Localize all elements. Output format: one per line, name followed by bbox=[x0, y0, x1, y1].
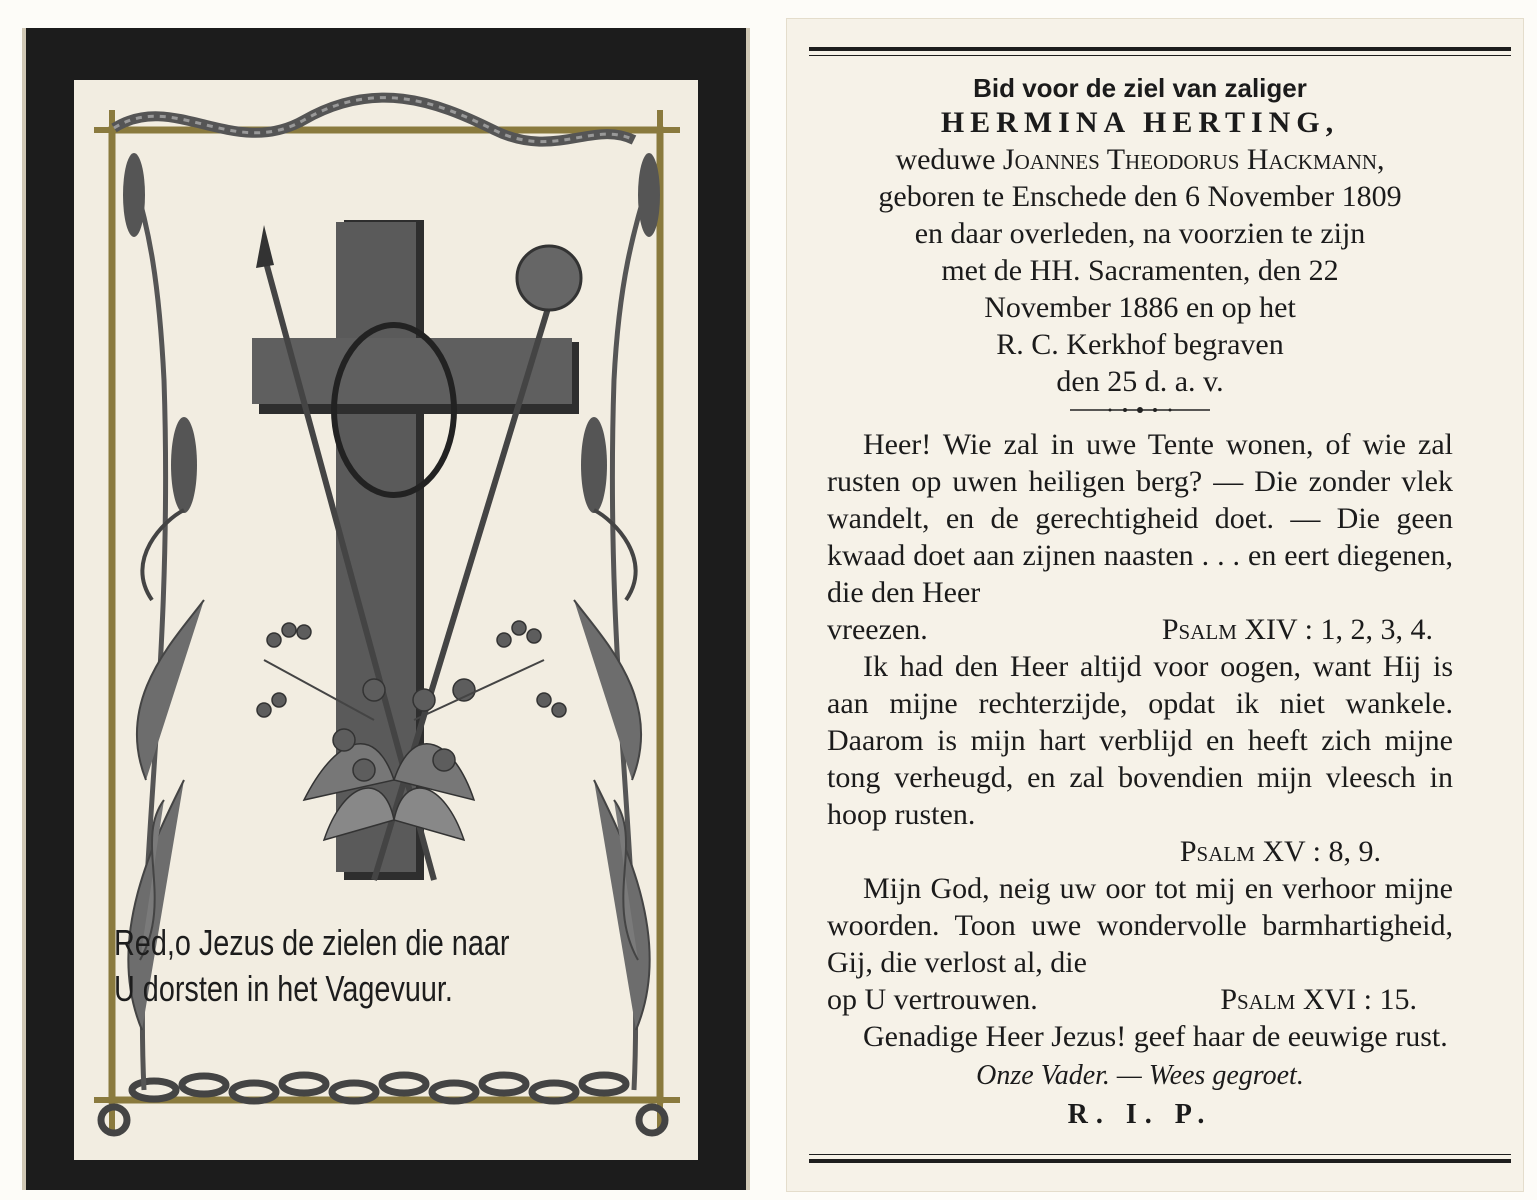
verse-3-last: op U vertrouwen. bbox=[827, 983, 1038, 1016]
verse-2 bbox=[827, 648, 1453, 833]
verse-4-text: Genadige Heer Jezus! geef haar de eeuwige rust. bbox=[863, 1020, 1448, 1053]
verse-3-ending bbox=[827, 981, 1453, 1018]
psalm-reference: Psalm XVI : 15. bbox=[1220, 983, 1417, 1016]
front-card bbox=[22, 28, 750, 1190]
psalm-reference: Psalm XIV : 1, 2, 3, 4. bbox=[1161, 613, 1433, 646]
husband-name: Joannes Theodorus Hackmann, bbox=[1002, 143, 1385, 176]
top-rule bbox=[809, 47, 1511, 51]
bio-line: met de HH. Sacramenten, den 22 bbox=[941, 254, 1339, 287]
bio-line: en daar overleden, na voorzien te zijn bbox=[914, 217, 1366, 250]
verse-1-last: vreezen. bbox=[827, 613, 928, 646]
ornament-divider bbox=[1070, 404, 1210, 416]
verse-3-text: Mijn God, neig uw oor tot mij en verhoor mijne woorden. Toon uwe wondervolle barmhartigheid, Gij, die verlost al, die bbox=[827, 872, 1453, 979]
widow-line bbox=[827, 141, 1453, 178]
header-line: Bid voor de ziel van zaliger bbox=[973, 73, 1307, 103]
bio-line: den 25 d. a. v. bbox=[1056, 365, 1224, 398]
bio-line: R. C. Kerkhof begraven bbox=[996, 328, 1284, 361]
verse-1-ending bbox=[827, 611, 1453, 648]
closing-prayers: Onze Vader. — Wees gegroet. bbox=[976, 1060, 1304, 1091]
verse-3 bbox=[827, 870, 1453, 981]
memorial-text bbox=[827, 71, 1453, 1135]
prayer-text bbox=[114, 920, 562, 1012]
rope-top bbox=[114, 98, 634, 142]
prayer-line: U dorsten in het Vagevuur. bbox=[114, 968, 453, 1009]
prayer-line: Red,o Jezus de zielen die naar bbox=[114, 922, 510, 963]
sponge bbox=[517, 246, 581, 310]
chain-bottom bbox=[101, 1075, 665, 1133]
verse-1 bbox=[827, 426, 1453, 611]
bottom-rule bbox=[809, 1159, 1511, 1163]
verse-4 bbox=[827, 1018, 1453, 1055]
verse-1-text: Heer! Wie zal in uwe Tente wonen, of wie zal rusten op uwen heiligen berg? — Die zonder vlek wandelt, en de gerechtigheid doet. — Die geen kwaad doet aan zijnen naasten . . . en eert diegenen, die den Heer bbox=[827, 428, 1453, 609]
front-image-panel bbox=[74, 80, 698, 1160]
widow-prefix: weduwe bbox=[895, 143, 996, 176]
bio-line: geboren te Enschede den 6 November 1809 bbox=[878, 180, 1402, 213]
verse-2-text: Ik had den Heer altijd voor oogen, want Hij is aan mijne rechterzijde, opdat ik niet wankele. Daarom is mijn hart verblijd en heeft zich mijne tong verheugd, en zal bovendien mijn vleesch in hoop rusten. bbox=[827, 650, 1453, 831]
back-card bbox=[786, 18, 1524, 1192]
bio-line: November 1886 en op het bbox=[984, 291, 1296, 324]
deceased-name: HERMINA HERTING, bbox=[940, 106, 1340, 139]
rip: R. I. P. bbox=[1067, 1099, 1213, 1130]
top-rule-thin bbox=[809, 55, 1511, 56]
reeds-right bbox=[574, 153, 660, 1090]
psalm-reference: Psalm XV : 8, 9. bbox=[1179, 835, 1381, 868]
bottom-rule-thin bbox=[809, 1154, 1511, 1155]
